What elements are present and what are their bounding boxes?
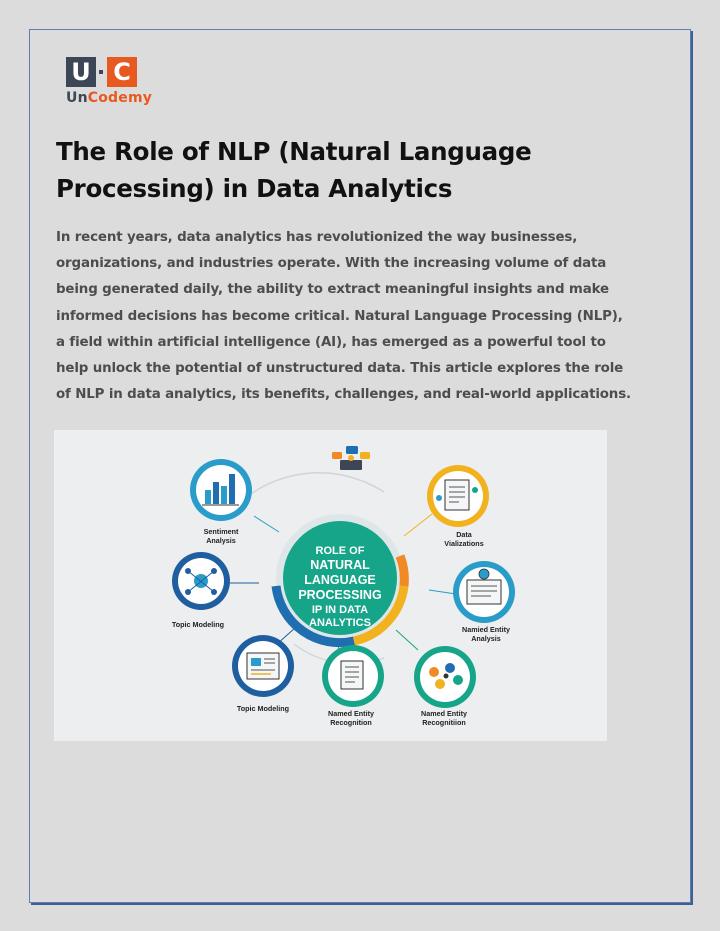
connector-ner-right-bottom xyxy=(396,630,418,650)
connector-ner-right xyxy=(429,590,456,594)
document-chart-icon xyxy=(247,653,279,679)
center-line-6: ANALYTICS xyxy=(309,617,371,629)
article-title: The Role of NLP (Natural Language Processing) in Data Analytics xyxy=(56,137,532,203)
label-data-viz-2: Vializations xyxy=(444,539,484,548)
logo-letter-u: U xyxy=(66,57,96,87)
logo-wordmark-codemy: Codemy xyxy=(87,90,153,106)
connector-arc-top xyxy=(234,473,384,508)
uncodemy-logo xyxy=(66,57,152,106)
label-ner-right-bottom-1: Named Entity xyxy=(421,709,467,718)
node-topic-modeling-bottom xyxy=(232,635,294,713)
center-line-3: LANGUAGE xyxy=(304,573,376,587)
label-ner-right-2: Analysis xyxy=(471,634,501,643)
ring-orange-arc xyxy=(400,556,404,586)
label-data-viz-1: Data xyxy=(456,530,472,539)
label-ner-right-bottom-2: Recognitiion xyxy=(422,718,466,727)
infographic-svg xyxy=(54,430,607,741)
center-ring xyxy=(276,514,404,643)
label-sentiment-1: Sentiment xyxy=(203,527,239,536)
label-ner-bottom-2: Recognition xyxy=(330,718,372,727)
node-sentiment-analysis xyxy=(190,459,252,545)
center-line-5: IP IN DATA xyxy=(311,604,369,616)
label-ner-right-1: Namied Entity xyxy=(462,625,510,634)
center-line-1: ROLE OF xyxy=(315,545,365,557)
label-sentiment-2: Analysis xyxy=(206,536,236,545)
nlp-infographic xyxy=(54,430,607,741)
logo-letter-c: C xyxy=(107,57,137,87)
article-intro: In recent years, data analytics has revolutionized the way businesses, organizations, and industries operate. With the increasing volume of data being generated daily, the ability to extract meaningful insights and make informed decisions has become critical. Natural Language Processing (NLP), a field within artificial intelligence (AI), has emerged as a powerful tool to help unlock the potential of unstructured data. This article explores the role of NLP in data analytics, its benefits, challenges, and real-world applications. xyxy=(56,230,631,403)
logo-wordmark xyxy=(66,90,152,106)
logo-mark xyxy=(66,57,152,87)
node-named-entity-analysis xyxy=(453,561,515,643)
label-topic-left: Topic Modeling xyxy=(171,620,225,629)
chat-bubbles-icon xyxy=(332,446,370,470)
logo-wordmark-un: Un xyxy=(66,90,88,106)
center-line-4: PROCESSING xyxy=(298,588,382,602)
center-line-2: NATURAL xyxy=(310,558,370,572)
connector-data-viz xyxy=(404,514,432,536)
document-icon xyxy=(341,661,363,689)
node-named-entity-recognitiion xyxy=(414,646,476,727)
connector-sentiment xyxy=(254,516,279,532)
logo-dot xyxy=(99,57,104,87)
label-ner-bottom-1: Named Entity xyxy=(328,709,374,718)
node-named-entity-recognition xyxy=(322,645,384,727)
node-data-vializations xyxy=(427,465,489,548)
label-topic-bottom: Topic Modeling xyxy=(236,704,290,713)
node-topic-modeling-left xyxy=(172,552,230,629)
